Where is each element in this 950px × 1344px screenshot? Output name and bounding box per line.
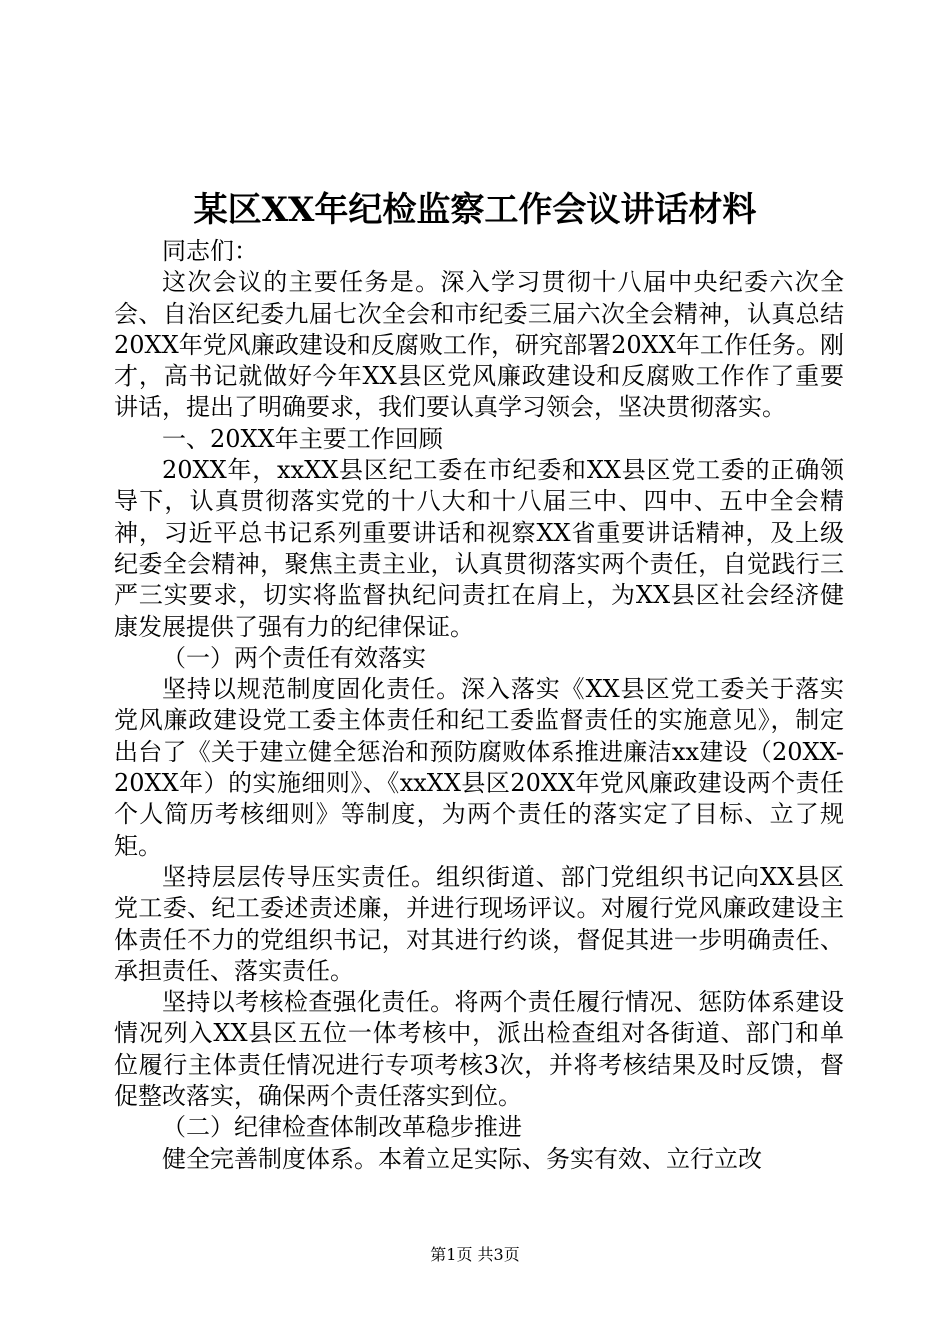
page-footer: 第1页 共3页	[430, 1245, 520, 1264]
subsection-heading-reform: （二）纪律检查体制改革稳步推进	[162, 1113, 522, 1142]
paragraph-salutation: 同志们：	[162, 237, 258, 265]
paragraph-intro: 这次会议的主要任务是。深入学习贯彻十八届中央纪委六次全会、自治区纪委九届七次全会和市纪委三届六次全会精神，认真总结20XX年党风廉政建设和反腐败工作，研究部署20XX年工作任务。刚才，高书记就做好今年XX县区党风廉政建设和反腐败工作作了重要讲话，提出了明确要求，我们要认真学习领会，坚决贯彻落实。	[114, 268, 844, 422]
document-title: 某区XX年纪检监察工作会议讲话材料	[193, 190, 757, 230]
paragraph-layered-responsibility: 坚持层层传导压实责任。组织街道、部门党组织书记向XX县区党工委、纪工委述责述廉，并进行现场评议。对履行党风廉政建设主体责任不力的党组织书记，对其进行约谈，督促其进一步明确责任、承担责任、落实责任。	[114, 862, 844, 985]
paragraph-assessment-responsibility: 坚持以考核检查强化责任。将两个责任履行情况、惩防体系建设情况列入XX县区五位一体考核中，派出检查组对各街道、部门和单位履行主体责任情况进行专项考核3次，并将考核结果及时反馈，督促整改落实，确保两个责任落实到位。	[114, 988, 844, 1111]
paragraph-institutional-responsibility: 坚持以规范制度固化责任。深入落实《XX县区党工委关于落实党风廉政建设党工委主体责任和纪工委监督责任的实施意见》，制定出台了《关于建立健全惩治和预防腐败体系推进廉洁xx建设（20XX-20XX年）的实施细则》、《xxXX县区20XX年党风廉政建设两个责任个人简历考核细则》等制度，为两个责任的落实定了目标、立了规矩。	[114, 675, 844, 860]
subsection-heading-responsibilities: （一）两个责任有效落实	[162, 643, 426, 672]
document-body	[114, 236, 844, 1175]
section-heading-review: 一、20XX年主要工作回顾	[162, 424, 443, 453]
paragraph-review: 20XX年，xxXX县区纪工委在市纪委和XX县区党工委的正确领导下，认真贯彻落实党的十八大和十八届三中、四中、五中全会精神，习近平总书记系列重要讲话和视察XX省重要讲话精神，及上级纪委全会精神，聚焦主责主业，认真贯彻落实两个责任，自觉践行三严三实要求，切实将监督执纪问责扛在肩上，为XX县区社会经济健康发展提供了强有力的纪律保证。	[114, 456, 844, 641]
paragraph-system-building: 健全完善制度体系。本着立足实际、务实有效、立行立改	[162, 1144, 762, 1173]
